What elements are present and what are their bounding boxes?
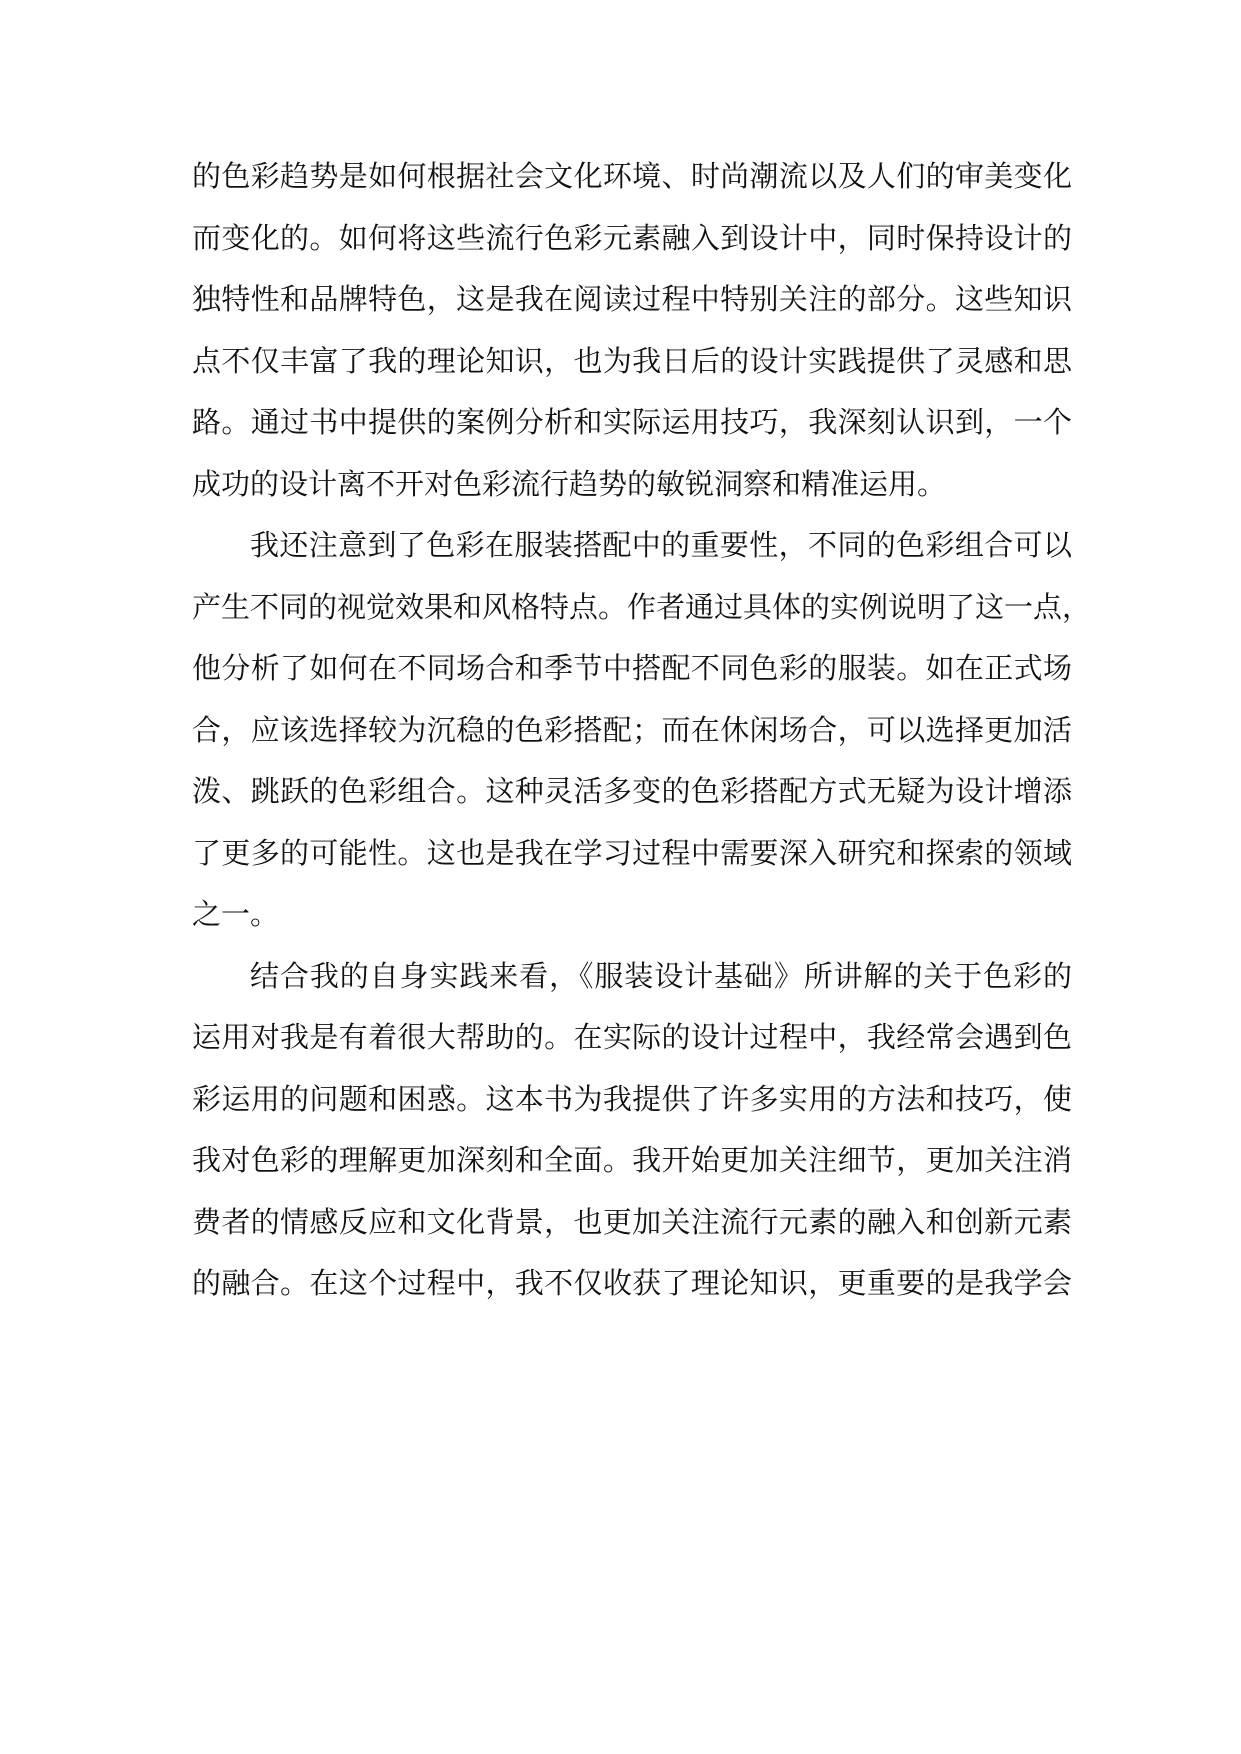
text-line: 了更多的可能性。这也是我在学习过程中需要深入研究和探索的领域 [192,835,1072,870]
text-line: 他分析了如何在不同场合和季节中搭配不同色彩的服装。如在正式场 [192,651,1072,685]
text-line: 彩运用的问题和困惑。这本书为我提供了许多实用的方法和技巧，使 [192,1081,1072,1116]
text-line: 成功的设计离不开对色彩流行趋势的敏锐洞察和精准运用。 [192,466,947,501]
text-line: 点不仅丰富了我的理论知识，也为我日后的设计实践提供了灵感和思 [192,343,1072,378]
text-line: 而变化的。如何将这些流行色彩元素融入到设计中，同时保持设计的 [192,220,1072,255]
paragraph-first-line: 结合我的自身实践来看，《服装设计基础》所讲解的关于色彩的 [250,958,1072,993]
body-text [192,146,1092,1315]
text-line: 的色彩趋势是如何根据社会文化环境、时尚潮流以及人们的审美变化 [192,159,1072,193]
text-line: 路。通过书中提供的案例分析和实际运用技巧，我深刻认识到，一个 [192,405,1072,439]
text-line: 产生不同的视觉效果和风格特点。作者通过具体的实例说明了这一点， [192,589,1092,624]
text-line: 的融合。在这个过程中，我不仅收获了理论知识，更重要的是我学会 [192,1266,1072,1300]
text-line: 合，应该选择较为沉稳的色彩搭配；而在休闲场合，可以选择更加活 [192,712,1072,747]
text-line: 费者的情感反应和文化背景，也更加关注流行元素的融入和创新元素 [192,1204,1072,1239]
text-line: 我对色彩的理解更加深刻和全面。我开始更加关注细节，更加关注消 [192,1143,1072,1177]
text-line: 独特性和品牌特色，这是我在阅读过程中特别关注的部分。这些知识 [192,282,1072,316]
text-line: 运用对我是有着很大帮助的。在实际的设计过程中，我经常会遇到色 [192,1020,1072,1054]
text-line: 之一。 [192,897,280,931]
text-line: 泼、跳跃的色彩组合。这种灵活多变的色彩搭配方式无疑为设计增添 [192,774,1072,808]
paragraph-first-line: 我还注意到了色彩在服装搭配中的重要性，不同的色彩组合可以 [250,528,1072,562]
